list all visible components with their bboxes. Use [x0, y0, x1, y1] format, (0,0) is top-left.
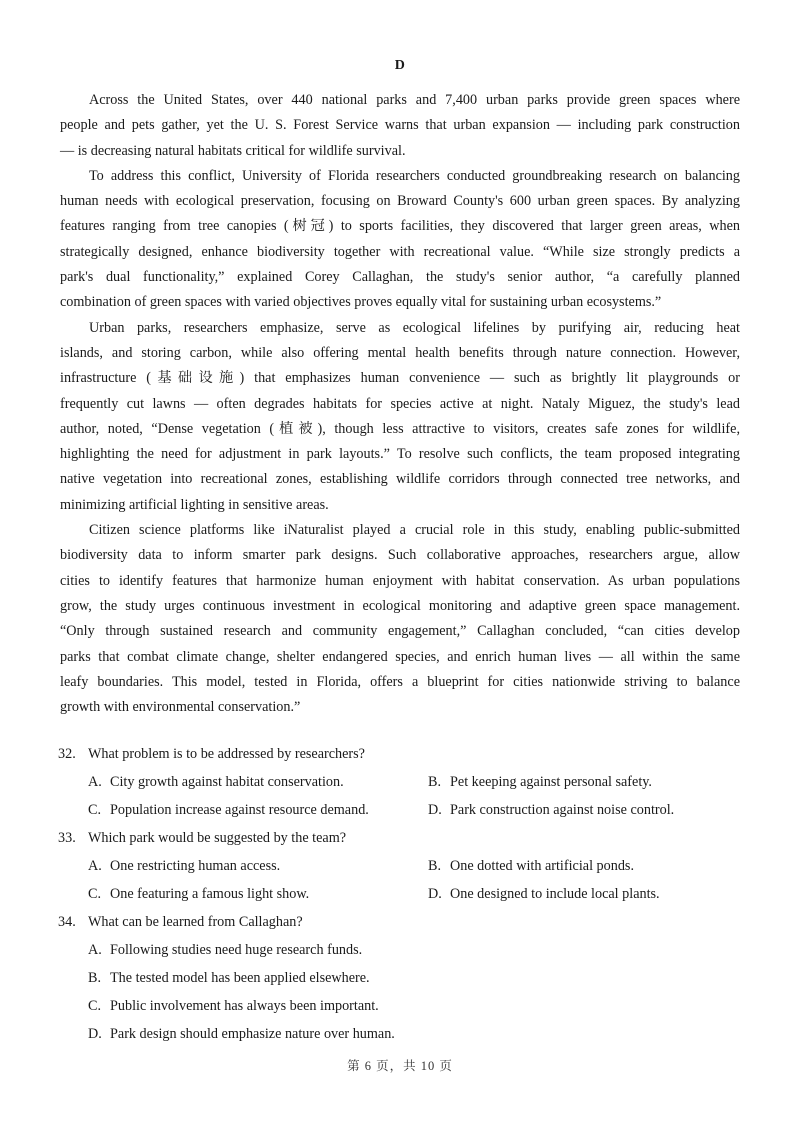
option-c[interactable] [88, 880, 428, 908]
passage-line: people and pets gather, yet the U. S. Forest Service warns that urban expansion — including park construction [60, 117, 740, 134]
option-a[interactable] [88, 768, 428, 796]
passage-line: biodiversity data to inform smarter park designs. Such collaborative approaches, researchers argue, allow [60, 547, 740, 564]
passage-line: Urban parks, researchers emphasize, serve as ecological lifelines by purifying air, reducing heat [89, 319, 740, 336]
question-text: Which park would be suggested by the team? [88, 830, 347, 846]
passage-line: infrastructure (基础设施) that emphasizes human convenience — such as brightly lit playgrounds or [60, 370, 740, 387]
reading-passage [60, 88, 740, 720]
option-text: Public involvement has always been important. [110, 998, 379, 1014]
passage-line: features ranging from tree canopies (树冠) to sports facilities, they discovered that larger green areas, when [60, 218, 740, 235]
option-text: Park construction against noise control. [450, 802, 675, 818]
option-letter: B. [88, 970, 102, 986]
question-34 [58, 908, 758, 1048]
option-letter: D. [428, 886, 442, 902]
option-letter: B. [428, 858, 442, 874]
option-text: City growth against habitat conservation. [110, 774, 344, 790]
option-text: Pet keeping against personal safety. [450, 774, 652, 790]
question-number: 32. [58, 746, 76, 762]
passage-line: leafy boundaries. This model, tested in Florida, offers a blueprint for cities nationwide striving to balance [60, 673, 740, 690]
passage-line: growth with environmental conservation.” [60, 699, 301, 716]
paragraph-4 [60, 518, 740, 720]
option-row [58, 964, 758, 992]
passage-line: highlighting the need for adjustment in park layouts.” To resolve such conflicts, the team proposed integrating [60, 446, 740, 463]
option-row [58, 852, 758, 880]
option-row [58, 768, 758, 796]
option-text: Park design should emphasize nature over human. [110, 1026, 395, 1042]
option-d[interactable] [428, 880, 660, 908]
option-c[interactable] [88, 992, 379, 1020]
passage-line: Citizen science platforms like iNaturalist played a crucial role in this study, enabling public-submitted [89, 522, 740, 539]
question-stem [58, 908, 758, 936]
option-letter: C. [88, 802, 102, 818]
option-letter: D. [88, 1026, 102, 1042]
option-b[interactable] [88, 964, 370, 992]
option-text: Population increase against resource demand. [110, 802, 369, 818]
paragraph-2 [60, 164, 740, 316]
question-number: 33. [58, 830, 76, 846]
option-letter: D. [428, 802, 442, 818]
option-letter: B. [428, 774, 442, 790]
passage-line: author, noted, “Dense vegetation (植被), though less attractive to visitors, creates safe zones for wildlife, [60, 420, 740, 437]
option-letter: A. [88, 858, 102, 874]
option-text: One featuring a famous light show. [110, 886, 310, 902]
passage-line: strategically designed, enhance biodiversity together with recreational value. “While size strongly predicts a [60, 243, 740, 260]
option-text: One restricting human access. [110, 858, 281, 874]
option-a[interactable] [88, 852, 428, 880]
option-a[interactable] [88, 936, 362, 964]
passage-line: Across the United States, over 440 national parks and 7,400 urban parks provide green spaces where [89, 92, 740, 108]
option-row [58, 880, 758, 908]
passage-line: native vegetation into recreational zones, establishing wildlife corridors through connected tree networks, and [60, 471, 740, 488]
option-letter: C. [88, 886, 102, 902]
passage-line: islands, and storing carbon, while also offering mental health benefits through nature connection. However, [60, 344, 740, 361]
question-stem [58, 740, 758, 768]
option-c[interactable] [88, 796, 428, 824]
passage-line: cities to identify features that harmonize human enjoyment with habitat conservation. As urban populations [60, 572, 740, 589]
passage-line: grow, the study urges continuous investment in ecological monitoring and adaptive green space management. [60, 597, 740, 614]
passage-line: frequently cut lawns — often degrades habitats for species active at night. Nataly Miguez, the study's lead [60, 395, 740, 412]
question-list [58, 740, 758, 1048]
option-row [58, 796, 758, 824]
paragraph-1 [60, 88, 740, 164]
option-text: One dotted with artificial ponds. [450, 858, 635, 874]
question-text: What can be learned from Callaghan? [88, 914, 303, 930]
option-letter: A. [88, 774, 102, 790]
passage-line: park's dual functionality,” explained Corey Callaghan, the study's senior author, “a carefully planned [60, 269, 740, 286]
question-number: 34. [58, 914, 76, 930]
option-d[interactable] [428, 796, 674, 824]
paragraph-3 [60, 316, 740, 518]
option-text: Following studies need huge research funds. [110, 942, 363, 958]
page-number: 第 6 页，共 10 页 [347, 1059, 453, 1073]
option-b[interactable] [428, 768, 652, 796]
option-letter: A. [88, 942, 102, 958]
option-text: The tested model has been applied elsewhere. [110, 970, 370, 986]
passage-line: — is decreasing natural habitats critical for wildlife survival. [60, 142, 406, 159]
passage-line: To address this conflict, University of Florida researchers conducted groundbreaking research on balancing [89, 167, 740, 184]
option-row [58, 992, 758, 1020]
question-stem [58, 824, 758, 852]
option-letter: C. [88, 998, 102, 1014]
passage-line: human needs with ecological preservation, focusing on Broward County's 600 urban green spaces. By analyzing [60, 193, 740, 210]
question-32 [58, 740, 758, 824]
option-b[interactable] [428, 852, 634, 880]
section-label: D [394, 58, 406, 73]
question-33 [58, 824, 758, 908]
question-text: What problem is to be addressed by researchers? [88, 746, 365, 762]
option-d[interactable] [88, 1020, 395, 1048]
passage-line: parks that combat climate change, shelter endangered species, and enrich human lives — all within the same [60, 648, 740, 665]
option-row [58, 936, 758, 964]
option-text: One designed to include local plants. [450, 886, 660, 902]
passage-line: minimizing artificial lighting in sensitive areas. [60, 496, 329, 513]
passage-line: “Only through sustained research and community engagement,” Callaghan concluded, “can cities develop [60, 623, 740, 640]
option-row [58, 1020, 758, 1048]
passage-line: combination of green spaces with varied objectives proves equally vital for sustaining urban ecosystems.” [60, 294, 662, 311]
